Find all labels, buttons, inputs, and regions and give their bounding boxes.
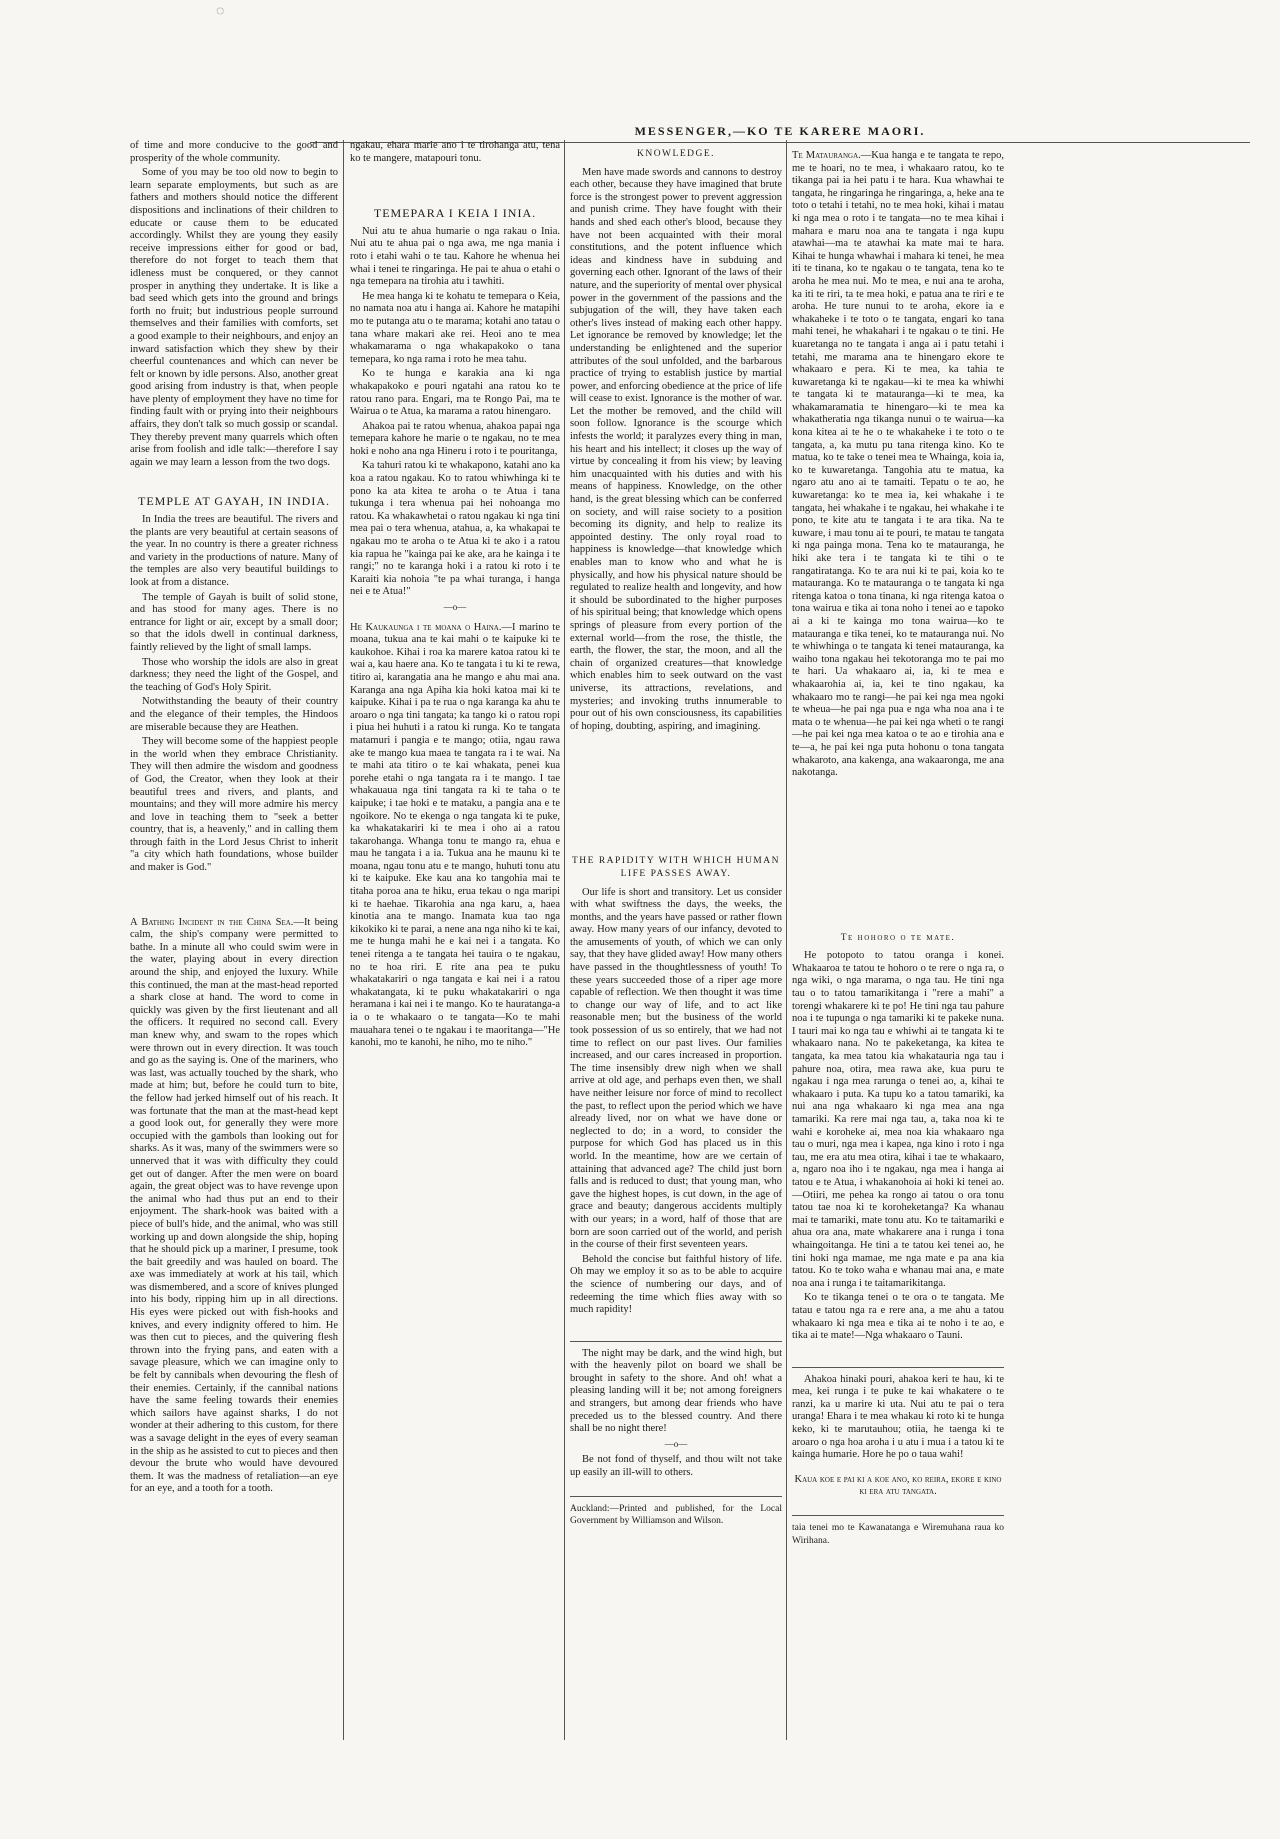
- column-english-right: [570, 148, 782, 1748]
- imprint-english: Auckland:—Printed and published, for the Local Government by Williamson and Wilson.: [570, 1503, 782, 1527]
- intro-paragraph: of time and more conducive to the good and prosperity of the whole community.: [130, 140, 338, 164]
- spacer: [350, 167, 560, 207]
- section-rule: [570, 1482, 782, 1497]
- spacer: [792, 1464, 1004, 1474]
- section-title-bathing: A Bathing Incident in the China Sea.: [130, 916, 294, 928]
- hohoro-paragraph: He potopoto to tatou oranga i konei. Whakaaroa te tatou te hohoro o te rere o nga ra, o nga wiki, o nga marama, o nga tau. He tini nga tau o to tatou tamarikitanga i "rere a mahi" a torengi whakarere ki te po! He tini nga tau pahure noa i te tupunga o nga tamariki ki te pakeke nuna. I tauri mai ko nga tau e whiwhi ai te tangata ki te whakaaro nana. No te pakeketanga, ka kitea te tangata, ka mea tatou kia whakatauria nga tau i pahure noa, otira, mea rawa ake, kua puru te ngakau i nga mea rarunga o tenei ao, a, kihai te whakaaro i puta. Ka tupu ko a tatou tamariki, ka nui ana nga whakaaro ki nga mea ana nga tamariki. Ka rere mai nga tau, a, taka noa ki te wahi e koroheke ai, mea noa kia whakaaro nga tau o muri, nga mea i kapea, nga kino i roto i nga tau, me era atu mea otira, kihai i tae te whakaaro, a, ngaro noa iho i te ngakau, nga mea i hanga ai tatou e te Atua, i whakanohoia ai hoki ki tenei ao.—Otiiri, me pehea ka rongo ai tatou o ora tonu tatou tae noa ki te koroheketanga? Ka whanau mai te tamariki, mate tonu atu. Ko te taitamariki e ahua ora ana, mate whakarere ana i runga i tona whaingoitanga. He tini a te tatou kei tenei ao, he tini hoki nga mamae, me nga mate e pa ana kia tatou. Ko te toko waha e whanau mai ana, e mate noa ana i runga i te taitamarikitanga.: [792, 950, 1004, 1289]
- night-paragraph: The night may be dark, and the wind high, but with the heavenly pilot on board we shall be brought in safety to the shore. And oh! what a pleasing landing will it be; not among foreigners and strangers, but among dear friends who have preceded us to the blessed country. And there shall be no night there!: [570, 1347, 782, 1435]
- section-title-knowledge: KNOWLEDGE.: [636, 149, 716, 159]
- temepara-paragraph: Ko te hunga e karakia ana ki nga whakapakoko e pouri ngatahi ana ratou ko te ratou rano para. Engari, ma te Rongo Pai, ma te Wairua o te Atua, ka marama a ratou hinengaro.: [350, 368, 560, 418]
- column-english-left: [130, 140, 338, 1740]
- imprint-maori: taia tenei mo te Kawanatanga e Wiremuhana raua ko Wirihana.: [792, 1523, 1004, 1546]
- temepara-paragraph: Ahakoa pai te ratou whenua, ahakoa papai nga temepara kahore he marie o te ngakau, no te mea hoki e noho ana nga Hineru i roto i te pouritanga,: [350, 420, 560, 457]
- section-title-hohoro: Te hohoro o te mate.: [840, 932, 956, 943]
- rapidity-paragraph: Our life is short and transitory. Let us consider with what swiftness the days, the weeks, the months, and the years have passed or rather flown away. How many years of our infancy, devoted to the amusements of youth, of which we can only say, that they have glided away! How many others have passed in the thoughtlessness of youth! To these years succeeded those of a riper age more capable of reflection. We then thought it was time to change our way of life, and to act like reasonable men; but the business of the world took possession of us so entirely, that we had not time to reflect on our past lives. Our families increased, and our cares increased in proportion. The time insensibly drew nigh when we shall arrive at old age, and perhaps even then, we shall have neither leisure nor force of mind to recollect the past, to reflect upon the period which we have already lived, nor on what we have done or neglected to do; in a word, to consider the purpose for which God has placed us in this world. In the meantime, how are we certain of attaining that advanced age? The child just born falls and is reduced to dust; that young man, who gave the highest hopes, is cut down, in the age of grace and beauty; dangerous accidents multiply with our years; in a word, half of those that are born are soon carried out of the world, and perish in the course of their first seventeen years.: [570, 886, 782, 1251]
- section-title-matauranga: Te Matauranga.: [792, 150, 861, 161]
- temepara-paragraph: Ka tahuri ratou ki te whakapono, katahi ano ka koa a ratou ngakau. Ko to ratou whiwhinga ki te pono ka ata kitea te aroha o te Atua i tana tukunga i tera whenua pai hei nohoanga mo ratou. Ka whakawhetai o ratou ngakau ki nga tini mea pai o tera whenua, atahua, a, ka whakapai te ngakau mo te aroha o te Atua ki te ako i a ratou kia rapua he "kainga pai ke ake, ara he kainga i te rangi;" no te karanga hoki i a ratou ki roto i te Karaiti kia nohoia "te pa whai turanga, i hanga nei e te Atua!": [350, 460, 560, 598]
- kaukaunga-paragraph: —I marino te moana, tukua ana te kai mahi o te kaipuke ki te kaukohoe. Kihai i roa ka marere katoa ratou ki te wai a, kau haere ana. Ko te tangata i tu ki te rewa, titiro ai, karangatia ana he mango e ahu mai ana. Karanga ana nga Apiha kia hoki katoa mai ki te kaipuke. Kihai i pa te rua o nga karanga ka ahu te aroaro o nga tini tangata; ka tango ki o ratou ropi i piua hei huhuti i a ratou ki runga. Ko te tangata matamuri i pangia e te mango; otiia, ngau rawa ake te mango kua maea te tangata ra i te wai. Na te mahi ata titiro o te kai whakata, penei kua porehe etahi o nga tangata ra i te mango. I tae whakauaua nga tini tangata ra ki te taha o te kaipuke; i tae hoki e te mataku, a pangia ana e te ngoikore. No te ekenga o nga tangata ki te puke, ka whakatakariri ki te mea i oho ai a ratou takarohanga. Whanga tonu te mango ra, ehua e mau he tangata i a ia. Tukua ana he maunu ki te moana, ngau tonu atu e te mango, huhuti tonu atu ki te kaipuke. Eke kau ana ko tangohia mai te titaha poroa ana te hiku, erua tekau o nga maripi ki te haehae. Tikarohia ana nga karu, a, haea kinotia ana te mango. Inamata kua tao nga kikokiko ki te parai, a nene ana nga niho ki te kai, me te hunga mahi he e kai nei i a tangata. Ko tenei ritenga a te tangata hei tauira o te ngakau, no te hoa riri. E rite ana pea te puku whakatakariri o nga tangata e kai nei i a ratou whakatangata, ki te puku whakatakariri o nga heramana i kai nei i te mango. Ko te hauratanga-a ia o te whakaaro o te tangata—Ko te mahi mauahara tenei o te ngakau i te maoritanga—"He kanohi, mo te kanohi, he niho, mo te niho.": [350, 621, 560, 1049]
- section-title-kaukaunga: He Kaukaunga i te moana o Haina.: [350, 621, 502, 633]
- spacer: [130, 471, 338, 495]
- night-maori-paragraph: Ahakoa hinaki pouri, ahakoa keri te hau, ki te mea, kei runga i te puke te kai whakatere o te ranzi, ka u marire ki uta. Nui atu te pai o tera uranga! Ehara i te mea whakau ki roto ki te hunga keko, ki te marutauhou; otiia, he taenga ki te aroaro o nga hoa aroha i u atu i mua i a tatou ki te kainga humarie. Hore he po o taua wahi!: [792, 1373, 1004, 1461]
- temple-paragraph: In India the trees are beautiful. The rivers and the plants are very beautiful at certain seasons of the year. In no country is there a greater richness and variety in the productions of nature. Many of the temples are also very beautiful buildings to look at from a distance.: [130, 514, 338, 588]
- hohoro-paragraph: Ko te tikanga tenei o te ora o te tangata. Me tatau e tatou nga ra e rere ana, a me ahu a tatou whakaaro ki nga mea e tika ai te noho i te ao, e tika ai te mate!—Nga whakaaro o Tauni.: [792, 1292, 1004, 1342]
- column-divider: [786, 140, 787, 1740]
- section-rule: [570, 1319, 782, 1342]
- separator: —o—: [664, 1438, 688, 1449]
- column-divider: [564, 140, 565, 1740]
- temple-paragraph: Notwithstanding the beauty of their country and the elegance of their temples, the Hindoos are miserable because they are Heathen.: [130, 696, 338, 733]
- proverb-english: Be not fond of thyself, and thou wilt not take up easily an ill-will to others.: [570, 1454, 782, 1479]
- section-rule: [792, 1345, 1004, 1368]
- bathing-paragraph: —It being calm, the ship's company were permitted to bathe. In a minute all who could swim were in the water, playing about in every direction around the ship, and enjoyed the luxury. While this continued, the man at the mast-head reported a shark close at hand. The word to come in quickly was given by the first lieutenant and all the officers. It required no second call. Every man knew why, and swam to the ropes which were thrown out in every direction. It was touch and go as the saying is. One of the mariners, who was last, was actually touched by the shark, who made at him; but, before he could turn to bite, the fellow had jerked himself out of his reach. It was fortunate that the man at the mast-head kept a good look out, for generally they were more occupied with the gambols than looking out for sharks. As it was, many of the swimmers were so unnerved that it was with difficulty they could get out of danger. After the men were on board again, the great object was to have revenge upon the animal who had thus put an end to their enjoyment. The shark-hook was baited with a piece of bull's hide, and the animal, who was still working up and down alongside the ship, hoping that he should pick up a mariner, I presume, took the bait greedily and was hauled on board. The axe was immediately at work at his tail, which was dismembered, and a score of knives plunged into his body, ripping him up in all directions. His eyes were picked out with fish-hooks and knives, and every indignity offered to him. He was then cut to pieces, and the quivering flesh thrown into the frying pans, and eaten with a savage pleasure, which we can imagine only to be felt by cannibals when devouring the flesh of their enemies. Certainly, if the cannibal nations have the same feeling towards their enemies which sailors have against sharks, I do not wonder at their adhering to this custom, for there was a savage delight in the eyes of every seaman in the ship as he assisted to cut to pieces and then devour the brute who would have devoured them. It was the madness of retaliation—an eye for an eye, and a tooth for a tooth.: [130, 916, 338, 1495]
- corner-mark-icon: ◌: [216, 4, 225, 19]
- proverb-maori: Kaua koe e pai ki a koe ano, ko reira, ekore e kino ki era atu tangata.: [794, 1473, 1002, 1498]
- knowledge-paragraph: Men have made swords and cannons to destroy each other, because they have imagined that brute force is the strongest power to prevent aggression and punish crime. They have fought with their hands and shed each other's blood, because they have not been acquainted with their moral constitutions, and the potent influence which ideas and kindness have in subduing and governing each other. Ignorant of the laws of their nature, and the superiority of mental over physical power in the government of the passions and the subjugation of the will, they have taken each other's lives instead of making each other happy. Let ignorance be removed by knowledge; let the understanding be enlightened and the superior attributes of the soul unfolded, and the barbarous practice of trying to establish justice by martial power, and enforcing obedience at the price of life will cease to exist. Ignorance is the mother of war. Let the mother be removed, and the child will soon follow. Ignorance is the scourge which infests the world; it paralyzes every thing in man, his heart and his intellect; it closes up the way of virtue by concealing it from his view; by leaving him unacquainted with his duties and with his means of happiness. Knowledge, on the other hand, is the great blessing which can be conferred on society, and will raise society to a position becoming its dignity, and help to realize its appointed destiny. The only royal road to happiness is knowledge—that knowledge which enables man to know who and what he is physically, and how his physical nature should be regulated to realize health and longevity, and how it should be subordinated to the higher purposes of his spiritual being; that knowledge which opens springs of pleasure from every portion of the external world—from the rose, the thistle, the earth, the flower, the star, the moon, and all the chain of organized creatures—that knowledge which enables him to seek outward on the vast universe, its attractions, revelations, and mysteries; and invoking truths innumerable to pour out of his own consciousness, its capabilities of hoping, doubting, aspiring, and imagining.: [570, 166, 782, 732]
- temepara-paragraph: Nui atu te ahua humarie o nga rakau o Inia. Nui atu te ahua pai o nga awa, me nga mania i roto i etahi wahi o te tau. Kahore he whenua hei whai i tenei te ringaringa. He pai te ahua o etahi o nga temepara na tirohia atu i tawhiti.: [350, 225, 560, 288]
- rapidity-paragraph: Behold the concise but faithful history of life. Oh may we employ it so as to be able to acquire the science of numbering our days, and of redeeming the time which flies away with so much rapidity!: [570, 1253, 782, 1316]
- matauranga-paragraph: —Kua hanga e te tangata te repo, me te hoari, no te mea, i whakaaro ratou, ko te tikanga pai ia hei patu i te hara. Kua whawhai te tangata, he ringaringa he ringaringa, a, heke ana te toto o tetahi i tetahi, no te mea hoki, kihai i matau ki nga mea o roto i te tangata—no te mea kihai i mahara e maru noa ana te tangata i nga kupu atawhai—ma te atawhai ka mate mai te hara. Kihai te hunga whawhai i mahara ki tenei, he mea iti te tinana, ko te ngakau o te tangata, tena ko te aroha he mea nui. Mo te mea, e nui ana te aroha, ka iti te riri, ta te mea hoki, e patua ana te riri e te aroha. He ture nunui to te aroha, ekore ia e whakaheke i te toto o te tangata, engari ko tana mahi tenei, he whakahari i te ngakau o te tini. He kuaretanga no te tangata i anga ai i patu tetahi i tetahi, me marama ana te hinengaro ekore te whakaaro e pera. Ki te mea, ka tahia te kuwaretanga ki te ngakau—ki te mea ka whiwhi te tangata ki te matauranga—ki te mea, ka whakamaramatia te hinengaro—ki te mea ka whakatheratia nga tikanga nunui o te wairua—ka kona kitea ai te he o te whakaheke i te toto o te tangata, a, ka mutu pu tana ritenga kino. Ko te matua, ko te take o tenei mea te Whainga, koia ia, ko te kuwaretanga. Tangohia atu te matua, ka ngaro atu ano ai te tamaiti. Tepatu o te ao, he kuwaretanga: ko te mea ia, kei whakahe i te tangata, hei whakahe i te ngakau, hei whakahe i te pono, te kite atu te tangata i te ara tika. Na te kuware, i mau tonu ai te pouri, te matau te tangata ki nga painga mona. Tena ko te matauranga, he hiki ake tera i te tangata ki te tihi o te rangatiratanga. Ko te ara nui ki te pai, koia ko te matauranga. Ko te matauranga o te tangata ki nga ritenga katoa o tona tinana, ki nga ritenga katoa o tona wairua e tika ai tona noho i tenei ao e tapoko ai a ki te kainga mo tona wairua—ko te matauranga e tika tenei, ko te matauranga nui. No te whiwhinga o te tangata ki tenei matauranga, ka waiho tona ngakau hei tekotoranga mo te pai mo te hari. Ua whakaaro ai, ia, ki te mea e whakaarohia ai, ia, kei te tino ngakau, ka whakaaro mo te rangi—he pai kei nga mea ngoki te wheua—he pai nga pua e nga wha noa ana i te mata o te whenua—he pai kei nga wheti o te rangi—he pai kei nga mea katoa o te ao e tirohia ana e te—a, he pai kei nga puta hohonu o tona tangata whakaroto, ana kakenga, ana wakaaronga, me ana nakotanga.: [792, 150, 1004, 779]
- section-title-rapidity: THE RAPIDITY WITH WHICH HUMAN LIFE PASSES AWAY.: [572, 856, 780, 879]
- column-divider: [343, 140, 344, 1740]
- section-title-temepara: TEMEPARA I KEIA I INIA.: [373, 206, 537, 221]
- intro-paragraph: Some of you may be too old now to begin to learn separate employments, but such as are fathers and mothers should notice the different dispositions and inclinations of their children to educate or cause them to be educated accordingly. Whilst they are young they easily receive impressions either for good or bad, therefore do not forget to teach them that idleness must be conquered, or they cannot prosper in anything they undertake. It is like a bad seed which gets into the ground and brings forth no fruit; but industrious people surround themselves and their families with comforts, set a good example to their neighbours, and enjoy an inward satisfaction which they shew by their cheerful countenances and which can never be felt or known by idle persons. Also, another great good arising from industry is that, when people have plenty of employment they have no time for finding fault with or prying into their neighbours affairs, they don't talk so much gossip or scandal. They thereby prevent many quarrels which often arise from foolish and idle talk:—therefore I say again we may learn a lesson from the two dogs.: [130, 167, 338, 468]
- spacer: [792, 782, 1004, 932]
- section-title-temple: TEMPLE AT GAYAH, IN INDIA.: [137, 494, 330, 509]
- column-maori-right: [792, 150, 1004, 1750]
- temple-paragraph: The temple of Gayah is built of solid stone, and has stood for many ages. There is no entrance for light or air, except by a small door; so that the idols dwell in continual darkness, faintly relieved by the light of small lamps.: [130, 591, 338, 653]
- column-maori-left: [350, 140, 560, 1740]
- temple-paragraph: They will become some of the happiest people in the world when they embrace Christianity. They will then admire the wisdom and goodness of God, the Creator, when they look at their beautiful trees and rivers, and plants, and mountains; and they will more admire his mercy and love in teaching them to "seek a better country, that is, a heavenly," and in calling them through faith in the Lord Jesus Christ to inherit "a city which hath foundations, whose builder and maker is God.": [130, 736, 338, 874]
- separator: —o—: [443, 602, 467, 612]
- intro-paragraph: ngakau, ehara marie ano i te tirohanga atu, tena ko te mangere, matapouri tonu.: [350, 140, 560, 164]
- masthead-text: MESSENGER,—KO TE KARERE MAORI.: [634, 124, 926, 138]
- spacer: [130, 877, 338, 917]
- temepara-paragraph: He mea hanga ki te kohatu te temepara o Keia, no namata noa atu i hanga ai. Kahore he matapihi mo te putanga atu o te marama; kotahi ano tatau o tana whare makari ake rei. Heoi ano te mea whakamarama o nga whakapakoko o tana temepara, ko nga rama i roto he mea tahu.: [350, 290, 560, 365]
- spacer: [570, 735, 782, 855]
- section-rule: [792, 1501, 1004, 1516]
- temple-paragraph: Those who worship the idols are also in great darkness; they need the light of the Gospel, and the teaching of God's Holy Spirit.: [130, 656, 338, 693]
